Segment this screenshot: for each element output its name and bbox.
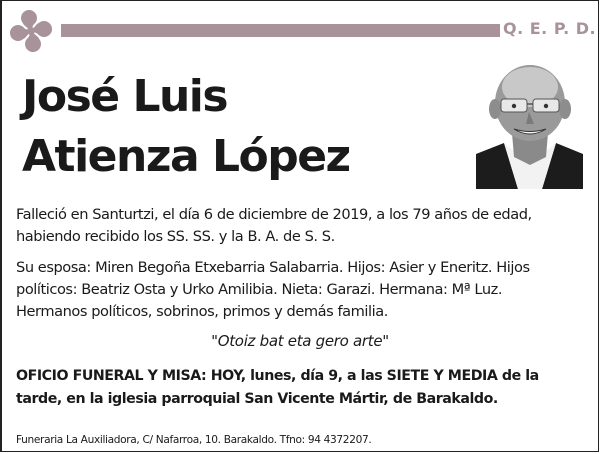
death-notice-line-1: Falleció en Santurtzi, el día 6 de diciembre de 2019, a los 79 años de edad, bbox=[16, 206, 532, 223]
qepd-label: Q. E. P. D. bbox=[503, 19, 597, 38]
portrait-image bbox=[476, 59, 583, 189]
family-line-1: Su esposa: Miren Begoña Etxebarria Salabarria. Hijos: Asier y Eneritz. Hijos bbox=[16, 259, 530, 276]
funeral-service-notice bbox=[16, 365, 596, 411]
funeral-line-2: tarde, en la iglesia parroquial San Vicente Mártir, de Barakaldo. bbox=[16, 391, 498, 407]
motto-quote: "Otoiz bat eta gero arte" bbox=[211, 332, 389, 350]
lauburu-icon bbox=[7, 7, 55, 55]
funeral-home-footer: Funeraria La Auxiliadora, C/ Nafarroa, 10. Barakaldo. Tfno: 94 4372207. bbox=[16, 434, 372, 446]
portrait-photo bbox=[476, 59, 583, 189]
death-notice-line-2: habiendo recibido los SS. SS. y la B. A. de S. S. bbox=[16, 228, 335, 245]
header-divider-bar bbox=[61, 24, 500, 37]
name-last: Atienza López bbox=[22, 131, 350, 182]
family-line-3: Hermanos políticos, sobrinos, primos y demás familia. bbox=[16, 303, 388, 320]
family-paragraph bbox=[16, 257, 588, 323]
family-line-2: políticos: Beatriz Osta y Urko Amilibia. Nieta: Garazi. Hermana: Mª Luz. bbox=[16, 281, 503, 298]
name-first: José Luis bbox=[22, 71, 228, 122]
deceased-name bbox=[22, 67, 350, 187]
death-notice-paragraph bbox=[16, 204, 588, 248]
funeral-line-1: OFICIO FUNERAL Y MISA: HOY, lunes, día 9, a las SIETE Y MEDIA de la bbox=[16, 368, 539, 384]
